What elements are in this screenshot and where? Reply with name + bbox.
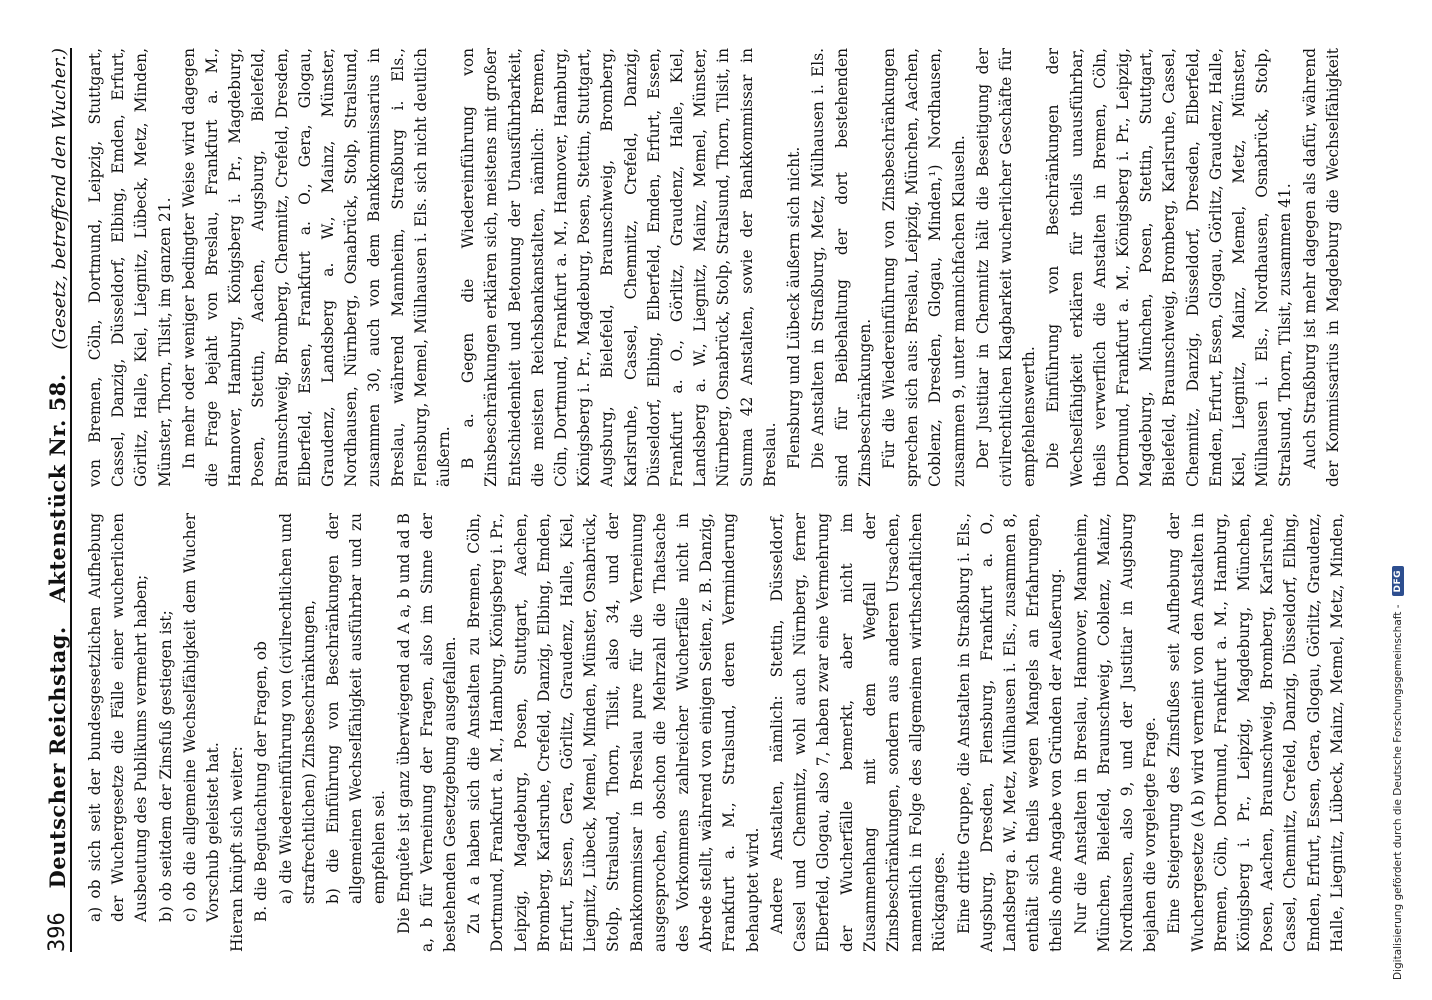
publication-title: Deutscher Reichstag.: [45, 626, 70, 889]
paragraph: Für die Wiedereinführung von Zinsbeschränkungen sprechen sich aus: Breslau, Leipzig, München, Aachen, Coblenz, Dresden, Glogau, Minden,¹) Nordhausen, zusammen 9, unter mannichfachen Klauseln.: [879, 48, 968, 487]
document-number: Aktenstück Nr. 58.: [45, 373, 70, 603]
text-columns: [84, 48, 1346, 952]
paragraph: Eine dritte Gruppe, die Anstalten in Straßburg i. Els., Augsburg, Dresden, Flensburg, Frankfurt a. O., Landsberg a. W., Metz, Mülhausen i. Els., zusammen 8, enthält sich theils wegen Mangels an Erfahrungen, theils ohne Angabe von Gründen der Aeußerung.: [954, 513, 1066, 952]
paragraph: Die Anstalten in Straßburg, Metz, Mülhausen i. Els. sind für Beibehaltung der dort bestehenden Zinsbeschränkungen.: [809, 48, 874, 487]
credit-text: Digitalisierung gefördert durch die Deutsche Forschungsgemeinschaft -: [1392, 604, 1404, 980]
paragraph: c) ob die allgemeine Wechselfähigkeit dem Wucher Vorschub geleistet hat.: [180, 513, 223, 922]
paragraph: a) ob sich seit der bundesgesetzlichen Aufhebung der Wuchergesetze die Fälle einer wucherlichen Ausbeutung des Publikums vermehrt haben;: [86, 513, 151, 922]
left-column: [84, 513, 1346, 952]
paragraph: Hieran knüpft sich weiter:: [228, 746, 247, 952]
paragraph: Eine Steigerung des Zinsfußes seit Aufhebung der Wuchergesetze (A b) wird verneint von den Anstalten in Bremen, Cöln, Dortmund, Frankfurt a. M., Hamburg, Königsberg i. Pr., Leipzig, Magdeburg, München, Posen, Aachen, Braunschweig, Bromberg, Karlsruhe, Cassel, Chemnitz, Crefeld, Danzig, Düsseldorf, Elbing, Emden, Erfurt, Essen, Gera, Glogau, Görlitz, Graudenz, Halle, Liegnitz, Lübeck, Mainz, Memel, Metz, Minden,: [1165, 513, 1346, 952]
right-column: [84, 48, 1346, 487]
digitization-credit: [1392, 566, 1404, 980]
paragraph: a) die Wiedereinführung von (civilrechtlichen und strafrechtlichen) Zinsbeschränkungen,: [276, 513, 318, 904]
paragraph: Die Enquête ist ganz überwiegend ad A a, b und ad B a, b für Verneinung der Fragen, also im Sinne der bestehenden Gesetzgebung ausgefallen.: [394, 513, 460, 952]
paragraph: b) ob seitdem der Zinsfuß gestiegen ist;: [156, 610, 175, 922]
dfg-logo: DFG: [1392, 566, 1404, 597]
page-number: 396: [45, 912, 70, 952]
page-header: [36, 48, 72, 952]
paragraph: von Bremen, Cöln, Dortmund, Leipzig, Stuttgart, Cassel, Danzig, Düsseldorf, Elbing, Emden, Erfurt, Görlitz, Halle, Kiel, Liegnitz, Lübeck, Metz, Minden, Münster, Thorn, Tilsit, im ganzen 21.: [86, 48, 174, 487]
paragraph: Flensburg und Lübeck äußern sich nicht.: [785, 146, 804, 469]
document-subject: (Gesetz, betreffend den Wucher.): [49, 48, 70, 350]
paragraph: Zu A a haben sich die Anstalten zu Bremen, Cöln, Dortmund, Frankfurt a. M., Hamburg, Königsberg i. Pr., Leipzig, Magdeburg, Posen, Stuttgart, Aachen, Bromberg, Karlsruhe, Crefeld, Danzig, Elbing, Emden, Erfurt, Essen, Gera, Görlitz, Graudenz, Halle, Kiel, Liegnitz, Lübeck, Memel, Minden, Münster, Osnabrück, Stolp, Stralsund, Thorn, Tilsit, also 34, und der Bankkommissar in Breslau pure für die Verneinung ausgesprochen, obschon die Mehrzahl die Thatsache des Vorkommens zahlreicher Wucherfälle nicht in Abrede stellt, während von einigen Seiten, z. B. Danzig, Frankfurt a. M., Stralsund, deren Verminderung behauptet wird.: [465, 513, 762, 952]
paragraph: Nur die Anstalten in Breslau, Hannover, Mannheim, München, Bielefeld, Braunschweig, Coblenz, Mainz, Nordhausen, also 9, und der Justitiar in Augsburg bejahen die vorgelegte Frage.: [1071, 513, 1160, 952]
paragraph: Die Einführung von Beschränkungen der Wechselfähigkeit erklären für theils unausführbar, theils verwerflich die Anstalten in Bremen, Cöln, Dortmund, Frankfurt a. M., Königsberg i. Pr., Leipzig, Magdeburg, München, Posen, Stettin, Stuttgart, Bielefeld, Braunschweig, Bromberg, Karlsruhe, Cassel, Chemnitz, Danzig, Düsseldorf, Dresden, Elberfeld, Emden, Erfurt, Essen, Glogau, Görlitz, Graudenz, Halle, Kiel, Liegnitz, Mainz, Memel, Metz, Münster, Mülhausen i. Els., Nordhausen, Osnabrück, Stolp, Stralsund, Thorn, Tilsit, zusammen 41.: [1044, 48, 1295, 487]
paragraph: B. die Begutachtung der Fragen, ob: [252, 641, 271, 922]
paragraph: b) die Einführung von Beschränkungen der allgemeinen Wechselfähigkeit ausführbar und zu empfehlen sei.: [324, 513, 389, 904]
paragraph: Auch Straßburg ist mehr dagegen als dafür, während der Kommissarius in Magdeburg die Wechselfähigkeit: [1300, 48, 1342, 487]
paragraph: In mehr oder weniger bedingter Weise wird dagegen die Frage bejaht von Breslau, Frankfurt a. M., Hannover, Hamburg, Königsberg i. Pr., Magdeburg, Posen, Stettin, Aachen, Augsburg, Bielefeld, Braunschweig, Bromberg, Chemnitz, Crefeld, Dresden, Elberfeld, Essen, Frankfurt a. O., Gera, Glogau, Graudenz, Landsberg a. W., Mainz, Münster, Nordhausen, Nürnberg, Osnabrück, Stolp, Stralsund, zusammen 30, auch von dem Bankkommissarius in Breslau, während Mannheim, Straßburg i. Els., Flensburg, Memel, Mülhausen i. Els. sich nicht deutlich äußern.: [179, 48, 454, 487]
paragraph: B a. Gegen die Wiedereinführung von Zinsbeschränkungen erklären sich, meistens mit großer Entschiedenheit und Betonung der Unausführbarkeit, die meisten Reichsbankanstalten, nämlich: Bremen, Cöln, Dortmund, Frankfurt a. M., Hannover, Hamburg, Königsberg i. Pr., Magdeburg, Posen, Stettin, Stuttgart, Augsburg, Bielefeld, Braunschweig, Bromberg, Karlsruhe, Cassel, Chemnitz, Crefeld, Danzig, Düsseldorf, Elbing, Elberfeld, Emden, Erfurt, Essen, Frankfurt a. O., Görlitz, Graudenz, Halle, Kiel, Landsberg a. W., Liegnitz, Mainz, Memel, Münster, Nürnberg, Osnabrück, Stolp, Stralsund, Thorn, Tilsit, in Summa 42 Anstalten, sowie der Bankkommissar in Breslau.: [459, 48, 779, 487]
paragraph: Andere Anstalten, nämlich: Stettin, Düsseldorf, Cassel und Chemnitz, wohl auch Nürnberg, ferner Elberfeld, Glogau, also 7, haben zwar eine Vermehrung der Wucherfälle bemerkt, aber nicht im Zusammenhang mit dem Wegfall der Zinsbeschränkungen, sondern aus anderen Ursachen, namentlich in Folge des allgemeinen wirthschaftlichen Rückganges.: [767, 513, 949, 952]
paragraph: Der Justitiar in Chemnitz hält die Beseitigung der civilrechtlichen Klagbarkeit wucherlicher Geschäfte für empfehlenswerth.: [973, 48, 1039, 487]
